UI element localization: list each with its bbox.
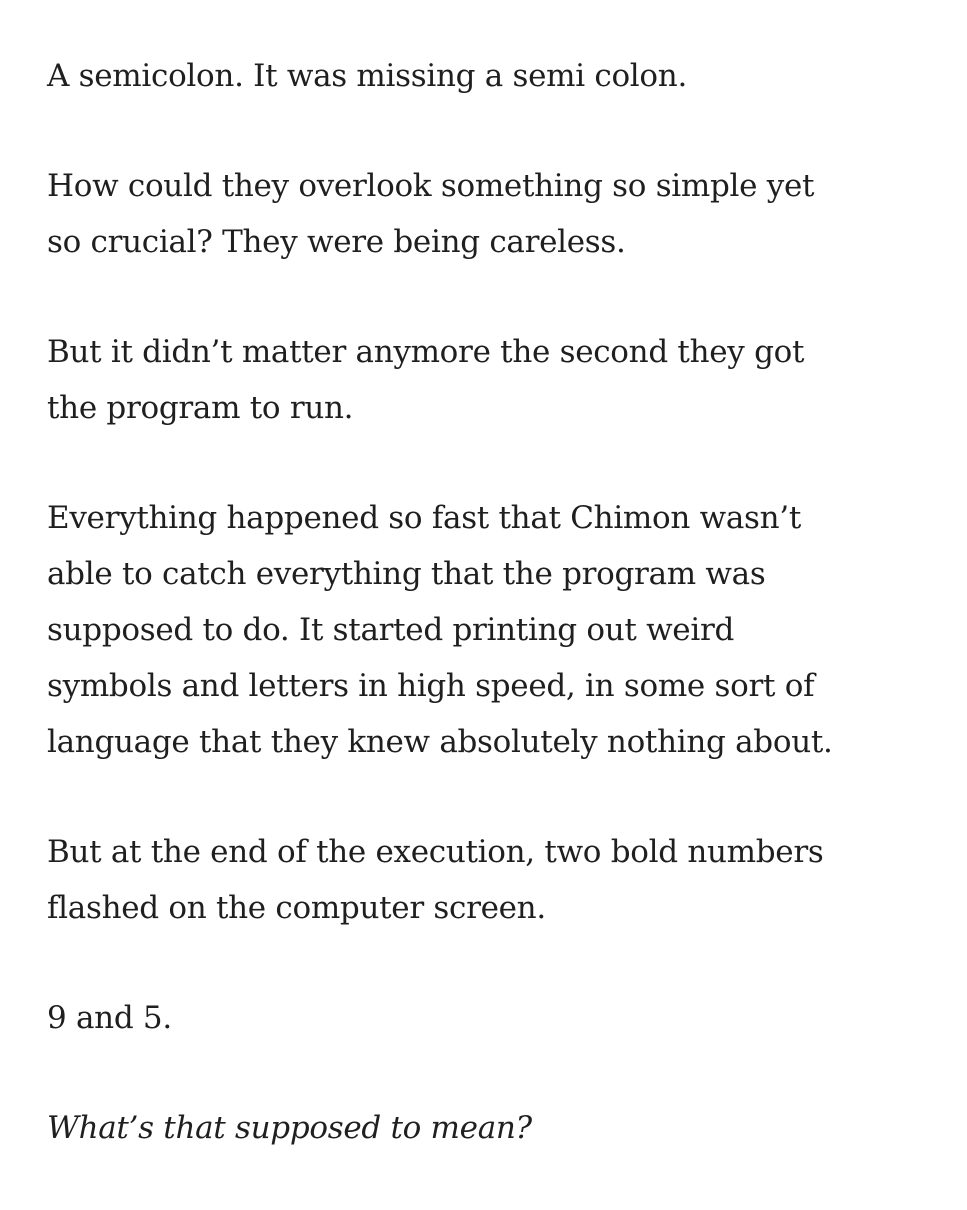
- paragraph-1: [47, 48, 947, 104]
- paragraph-7-italic: [47, 1100, 947, 1156]
- paragraph-line: But it didn’t matter anymore the second they got: [47, 334, 805, 370]
- paragraph-line: How could they overlook something so simple yet: [47, 168, 815, 204]
- paragraph-4: [47, 490, 947, 770]
- paragraph-line: What’s that supposed to mean?: [47, 1110, 532, 1146]
- paragraph-line: But at the end of the execution, two bold numbers: [47, 834, 824, 870]
- paragraph-line: 9 and 5.: [47, 1000, 172, 1036]
- paragraph-5: [47, 824, 947, 936]
- paragraph-line: so crucial? They were being careless.: [47, 224, 626, 260]
- paragraph-line: symbols and letters in high speed, in some sort of: [47, 668, 815, 704]
- paragraph-line: the program to run.: [47, 390, 354, 426]
- paragraph-line: able to catch everything that the program was: [47, 556, 766, 592]
- paragraph-line: A semicolon. It was missing a semi colon.: [47, 58, 688, 94]
- article-body: [47, 48, 947, 1210]
- paragraph-6: [47, 990, 947, 1046]
- paragraph-line: flashed on the computer screen.: [47, 890, 546, 926]
- paragraph-line: supposed to do. It started printing out weird: [47, 612, 735, 648]
- paragraph-line: Everything happened so fast that Chimon wasn’t: [47, 500, 802, 536]
- paragraph-3: [47, 324, 947, 436]
- paragraph-line: language that they knew absolutely nothing about.: [47, 724, 833, 760]
- paragraph-2: [47, 158, 947, 270]
